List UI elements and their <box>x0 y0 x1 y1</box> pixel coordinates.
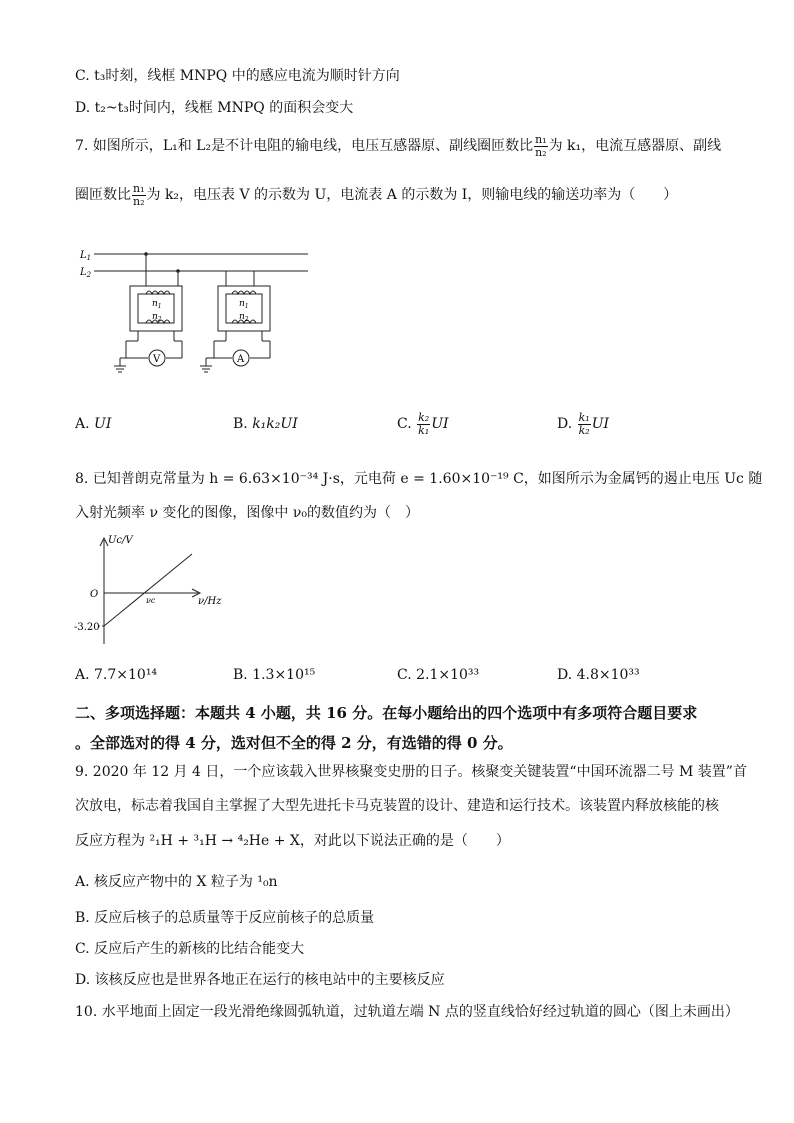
q8-graph-xlabel: ν/Hz <box>198 596 222 607</box>
section2-heading-line2: 。全部选对的得 4 分，选对但不全的得 2 分，有选错的得 0 分。 <box>75 734 513 752</box>
q7-option-d-tail: UI <box>591 416 610 432</box>
q7-stem-c: 为 k₁，电流互感器原、副线 <box>548 138 722 154</box>
q8-option-c: C. 2.1×10³³ <box>397 667 480 683</box>
q8-stem-line2: 入射光频率 ν 变化的图像，图像中 ν₀的数值约为（ ） <box>75 505 419 521</box>
q7-turns-ratio-1 <box>534 134 548 159</box>
q9-stem-line1: 9. 2020 年 12 月 4 日，一个应该载入世界核聚变史册的日子。核聚变关键装置“中国环流器二号 M 装置”首 <box>75 764 747 780</box>
q8-graph-ylabel: Uc/V <box>108 535 133 546</box>
q7-option-d-label: D. <box>557 416 573 432</box>
q7-option-c-fraction <box>417 412 430 437</box>
q7-diagram-ct-n2-sub: 2 <box>244 316 249 323</box>
q8-option-b: B. 1.3×10¹⁵ <box>233 667 316 683</box>
q8-graph-origin: O <box>90 589 99 600</box>
q7-option-c-tail: UI <box>431 416 449 432</box>
q7-turns-ratio-2 <box>132 183 146 208</box>
q7-frac1-num: n₁ <box>535 132 547 146</box>
q7-stem-line1 <box>75 133 721 159</box>
svg-text:L1 <box>79 250 91 262</box>
q7-frac2-num: n₁ <box>133 181 145 195</box>
q7-option-d <box>557 404 609 444</box>
q7-voltmeter-label: V <box>153 354 161 365</box>
q9-option-b: B. 反应后核子的总质量等于反应前核子的总质量 <box>75 910 375 926</box>
q9-option-d: D. 该核反应也是世界各地正在运行的核电站中的主要核反应 <box>75 972 445 988</box>
q7-option-a <box>75 414 111 434</box>
q7-stem-d: 圈匝数比 <box>75 187 131 203</box>
q7-option-b <box>233 414 298 434</box>
q7-diagram-vt-n1-sub: 1 <box>157 303 162 310</box>
q9-stem-line2: 次放电，标志着我国自主掌握了大型先进托卡马克装置的设计、建造和运行技术。该装置内释放核能的核 <box>75 798 719 814</box>
svg-text:n2 <box>239 312 249 323</box>
q8-stopping-voltage-graph <box>74 532 230 647</box>
q7-option-d-fraction <box>578 412 591 437</box>
svg-text:n2 <box>152 312 162 323</box>
q6-option-c: C. t₃时刻，线框 MNPQ 中的感应电流为顺时针方向 <box>75 68 400 84</box>
q7-diagram-vt-n1: n <box>152 299 158 309</box>
q7-diagram-vt-n2-sub: 2 <box>157 316 162 323</box>
q7-stem-a: 7. 如图所示， <box>75 138 163 154</box>
q10-stem-line1: 10. 水平地面上固定一段光滑绝缘圆弧轨道，过轨道左端 N 点的竖直线恰好经过轨道的圆心（图上未画出） <box>75 1004 739 1020</box>
q8-option-d: D. 4.8×10³³ <box>557 667 640 683</box>
svg-text:L2 <box>79 267 92 279</box>
section2-heading-line1: 二、多项选择题：本题共 4 小题，共 16 分。在每小题给出的四个选项中有多项符合题目要求 <box>75 704 698 722</box>
q7-diagram-l1-sub: 1 <box>86 254 92 262</box>
q9-option-a: A. 核反应产物中的 X 粒子为 ¹₀n <box>75 874 278 890</box>
q7-option-c-den: k₁ <box>418 423 430 437</box>
svg-text:n1 <box>239 299 249 310</box>
q9-option-c: C. 反应后产生的新核的比结合能变大 <box>75 941 305 957</box>
q8-graph-y-intercept: -3.20 <box>74 622 100 633</box>
q7-option-a-label: A. <box>75 416 90 432</box>
q7-ammeter-label: A <box>237 354 245 365</box>
q7-frac2-den: n₂ <box>133 194 145 208</box>
q7-option-a-text: UI <box>94 416 112 432</box>
q7-transformer-circuit-diagram <box>78 240 318 380</box>
q7-option-d-den: k₂ <box>578 423 590 437</box>
q8-option-a: A. 7.7×10¹⁴ <box>75 667 158 683</box>
q7-frac1-den: n₂ <box>535 145 547 159</box>
q7-diagram-l2-sub: 2 <box>86 271 92 279</box>
q7-option-b-text: k₁k₂UI <box>252 416 298 432</box>
q7-option-c-label: C. <box>397 416 412 432</box>
q8-graph-nu-c: νc <box>146 596 156 605</box>
q7-option-b-label: B. <box>233 416 248 432</box>
q7-stem-e: 为 k₂，电压表 V 的示数为 U，电流表 A 的示数为 I，则输电线的输送功率为（ ） <box>146 187 678 203</box>
q7-diagram-ct-n2: n <box>239 312 245 322</box>
q7-stem-b: L₁和 L₂是不计电阻的输电线，电压互感器原、副线圈匝数比 <box>162 138 534 154</box>
q6-option-d: D. t₂~t₃时间内，线框 MNPQ 的面积会变大 <box>75 100 354 116</box>
q7-option-c <box>397 404 449 444</box>
q7-diagram-ct-n1: n <box>239 299 245 309</box>
q9-stem-line3: 反应方程为 ²₁H + ³₁H → ⁴₂He + X，对此以下说法正确的是（ ） <box>75 833 510 849</box>
q7-option-c-num: k₂ <box>418 410 430 424</box>
q7-diagram-l1: L <box>80 250 87 261</box>
q7-option-d-num: k₁ <box>578 410 590 424</box>
q7-stem-line2 <box>75 182 677 208</box>
q7-diagram-l2: L <box>80 267 87 278</box>
q7-diagram-ct-n1-sub: 1 <box>244 303 249 310</box>
svg-text:n1 <box>152 299 162 310</box>
q8-stem-line1: 8. 已知普朗克常量为 h = 6.63×10⁻³⁴ J·s，元电荷 e = 1.60×10⁻¹⁹ C，如图所示为金属钙的遏止电压 Uc 随 <box>75 471 763 487</box>
q7-diagram-vt-n2: n <box>152 312 158 322</box>
